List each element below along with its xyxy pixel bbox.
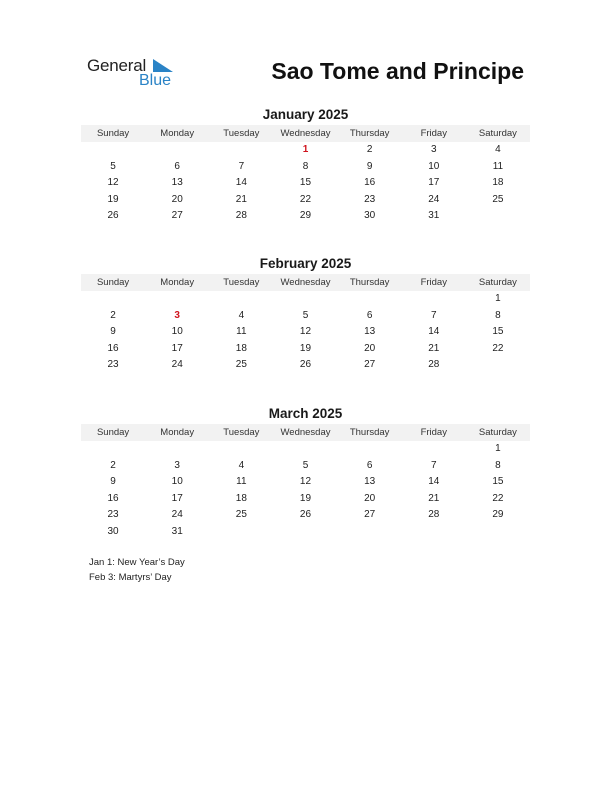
day-cell: [466, 524, 530, 541]
day-cell: 31: [171, 525, 183, 537]
day-cell: 17: [171, 342, 183, 354]
week-row: [81, 291, 530, 308]
weekday-label: Tuesday: [223, 277, 260, 288]
day-cell: 20: [171, 193, 183, 205]
week-row: [81, 324, 530, 341]
weekday-label: Saturday: [478, 427, 517, 438]
weekday-label: Wednesday: [280, 427, 331, 438]
day-cell: 29: [492, 509, 504, 521]
week-row: [81, 491, 530, 508]
day-cell: [81, 291, 145, 308]
weekday-label: Saturday: [478, 277, 517, 288]
day-cell: [338, 291, 402, 308]
day-cell: 7: [430, 309, 437, 321]
day-cell: 21: [428, 492, 440, 504]
weekday-label: Monday: [160, 427, 195, 438]
day-cell: 4: [238, 309, 245, 321]
day-cell: 23: [364, 193, 376, 205]
weekday-label: Saturday: [478, 128, 517, 139]
week-row: [81, 341, 530, 358]
day-cell: 9: [110, 476, 116, 488]
week-row: [81, 308, 530, 325]
week-row: [81, 175, 530, 192]
logo-triangle-icon: [153, 59, 175, 73]
day-cell: [209, 441, 273, 458]
day-cell: 2: [110, 459, 116, 471]
week-row: [81, 159, 530, 176]
day-cell: 3: [430, 144, 437, 155]
day-cell: 12: [107, 177, 119, 189]
day-cell: 8: [495, 459, 501, 471]
weekday-label: Wednesday: [280, 277, 331, 288]
day-cell: 12: [299, 326, 312, 338]
month-march: [81, 405, 530, 541]
week-row: [81, 208, 530, 225]
day-cell: 26: [107, 210, 119, 222]
day-cell: 4: [238, 459, 245, 471]
weekday-label: Sunday: [96, 277, 130, 288]
weekday-label: Tuesday: [223, 128, 260, 139]
week-row: [81, 441, 530, 458]
country-title: Sao Tome and Principe: [271, 58, 524, 84]
day-cell: [338, 441, 402, 458]
weekday-label: Thursday: [349, 277, 390, 288]
week-row: [81, 357, 530, 374]
day-cell: 7: [430, 459, 437, 471]
day-cell: 15: [492, 326, 504, 338]
day-cell: 29: [299, 210, 312, 222]
holiday-day-cell: 3: [174, 309, 180, 321]
day-cell: 15: [299, 177, 312, 189]
day-cell: 30: [107, 525, 119, 537]
week-row: [81, 507, 530, 524]
day-cell: 1: [495, 293, 501, 304]
week-row: [81, 458, 530, 475]
day-cell: 8: [302, 160, 309, 172]
weekday-label: Monday: [160, 277, 195, 288]
day-cell: 7: [238, 160, 245, 172]
day-cell: 24: [171, 509, 183, 521]
day-cell: 22: [492, 342, 504, 354]
weekday-header: [81, 125, 530, 142]
weekday-header: [81, 274, 530, 291]
day-cell: 3: [174, 459, 180, 471]
holiday-note: Jan 1: New Year’s Day: [89, 557, 185, 568]
day-cell: 10: [171, 326, 183, 338]
day-cell: [209, 524, 273, 541]
weekday-label: Friday: [420, 277, 447, 288]
weekday-label: Thursday: [349, 128, 390, 139]
week-row: [81, 524, 530, 541]
day-cell: 21: [235, 193, 247, 205]
day-cell: 10: [428, 160, 440, 172]
weekday-label: Friday: [420, 427, 447, 438]
day-cell: 16: [107, 342, 119, 354]
weekday-label: Wednesday: [280, 128, 331, 139]
month-title: March 2025: [268, 406, 343, 421]
day-cell: 23: [107, 359, 119, 371]
month-title: January 2025: [262, 107, 349, 122]
day-cell: 20: [364, 492, 376, 504]
day-cell: [81, 441, 145, 458]
day-cell: 31: [428, 210, 440, 222]
day-cell: 5: [110, 160, 116, 172]
day-cell: 27: [171, 210, 183, 222]
day-cell: 13: [364, 326, 376, 338]
day-cell: 26: [299, 359, 312, 371]
generalblue-logo: [87, 56, 187, 92]
weekday-label: Friday: [420, 128, 447, 139]
day-cell: 10: [171, 476, 183, 488]
logo-blue-text: Blue: [139, 72, 172, 89]
day-cell: 16: [107, 492, 119, 504]
day-cell: [402, 441, 466, 458]
day-cell: [81, 142, 145, 159]
holiday-notes: [89, 556, 185, 585]
day-cell: 11: [492, 160, 504, 172]
day-cell: 5: [302, 459, 309, 471]
day-cell: 25: [235, 509, 247, 521]
month-january: [81, 106, 530, 225]
day-cell: 6: [366, 459, 373, 471]
day-cell: 6: [174, 160, 180, 172]
day-cell: 25: [492, 193, 504, 205]
day-cell: [209, 142, 273, 159]
day-cell: 17: [171, 492, 183, 504]
day-cell: 11: [236, 476, 247, 488]
day-cell: 19: [299, 492, 312, 504]
month-grid: [81, 441, 530, 541]
day-cell: 23: [107, 509, 119, 521]
day-cell: 14: [428, 476, 440, 488]
day-cell: 18: [235, 342, 247, 354]
week-row: [81, 192, 530, 209]
day-cell: 13: [171, 177, 183, 189]
day-cell: 22: [492, 492, 504, 504]
logo-general-text: General: [87, 56, 147, 75]
day-cell: 25: [235, 359, 247, 371]
day-cell: [273, 291, 337, 308]
weekday-label: Sunday: [96, 427, 130, 438]
day-cell: 15: [492, 476, 504, 488]
day-cell: 11: [236, 326, 247, 338]
weekday-label: Sunday: [96, 128, 130, 139]
day-cell: [145, 142, 209, 159]
day-cell: 22: [299, 193, 312, 205]
day-cell: [145, 441, 209, 458]
day-cell: [273, 441, 337, 458]
day-cell: [145, 291, 209, 308]
day-cell: 24: [171, 359, 183, 371]
month-grid: [81, 291, 530, 374]
day-cell: 5: [302, 309, 309, 321]
weekday-label: Thursday: [349, 427, 390, 438]
month-title: February 2025: [259, 256, 352, 271]
day-cell: 6: [366, 309, 373, 321]
month-grid: [81, 142, 530, 225]
day-cell: 27: [364, 359, 376, 371]
day-cell: 26: [299, 509, 312, 521]
weekday-header: [81, 424, 530, 441]
day-cell: 14: [428, 326, 440, 338]
day-cell: 2: [110, 309, 116, 321]
day-cell: 20: [364, 342, 376, 354]
day-cell: 19: [299, 342, 312, 354]
day-cell: 28: [428, 509, 440, 521]
weekday-label: Monday: [160, 128, 195, 139]
day-cell: 18: [235, 492, 247, 504]
day-cell: [209, 291, 273, 308]
weekday-label: Tuesday: [223, 427, 260, 438]
day-cell: 2: [366, 144, 373, 155]
day-cell: 16: [364, 177, 376, 189]
day-cell: 28: [235, 210, 247, 222]
day-cell: 21: [428, 342, 440, 354]
day-cell: 18: [492, 177, 504, 189]
day-cell: [466, 357, 530, 374]
day-cell: 14: [235, 177, 247, 189]
day-cell: 30: [364, 210, 376, 222]
day-cell: 28: [428, 359, 440, 371]
day-cell: 13: [364, 476, 376, 488]
day-cell: [466, 208, 530, 225]
month-february: [81, 255, 530, 374]
holiday-day-cell: 1: [302, 144, 309, 155]
day-cell: 1: [495, 443, 501, 454]
week-row: [81, 474, 530, 491]
holiday-note: Feb 3: Martyrs’ Day: [89, 571, 172, 583]
day-cell: [402, 524, 466, 541]
day-cell: [273, 524, 337, 541]
day-cell: 19: [107, 193, 119, 205]
day-cell: 9: [110, 326, 116, 338]
day-cell: 4: [495, 144, 501, 155]
day-cell: 17: [428, 177, 440, 189]
day-cell: 8: [495, 309, 501, 321]
day-cell: 24: [428, 193, 440, 205]
day-cell: 12: [299, 476, 312, 488]
day-cell: 27: [364, 509, 376, 521]
day-cell: [402, 291, 466, 308]
week-row: [81, 142, 530, 159]
day-cell: 9: [366, 160, 373, 172]
day-cell: [338, 524, 402, 541]
